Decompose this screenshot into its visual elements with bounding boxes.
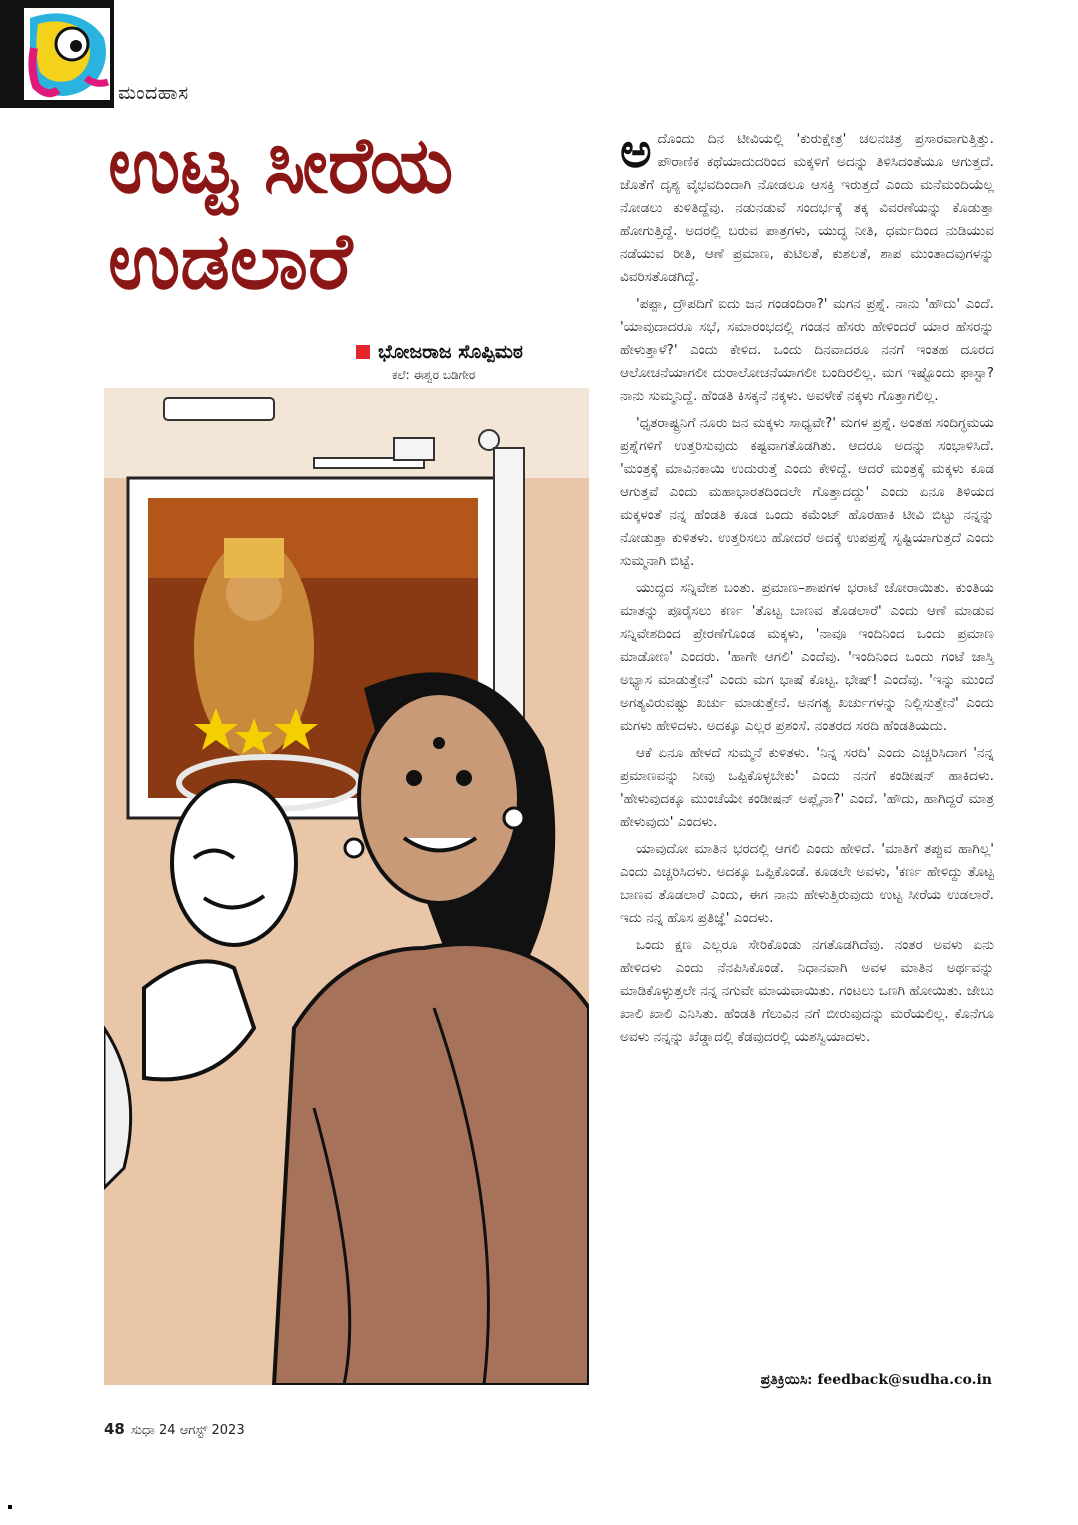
article-paragraph-2: 'ಪಪ್ಪಾ, ದ್ರೌಪದಿಗೆ ಐದು ಜನ ಗಂಡಂದಿರಾ?' ಮಗನ ಪ್ರಶ್ನೆ. ನಾನು 'ಹೌದು' ಎಂದೆ. 'ಯಾವುದಾದರೂ ಸಭೆ, ಸಮಾರಂಭದಲ್ಲಿ ಗಂಡನ ಹೆಸರು ಹೇಳಿಂದರೆ ಯಾರ ಹೆಸರನ್ನು ಹೇಳುತ್ತಾಳೆ?' ಎಂದು ಕೇಳಿದ. ಒಂದು ದಿನವಾದರೂ ನನಗೆ ಇಂತಹ ದೂರದ ಆಲೋಚನೆಯಾಗಲೀ ದುರಾಲೋಚನೆಯಾಗಲೀ ಬಂದಿರಲಿಲ್ಲ. ಮಗ ಇಷ್ಟೊಂದು ಫಾಸ್ಟಾ? ನಾನು ಸುಮ್ಮನಿದ್ದೆ. ಹೆಂಡತಿ ಕಿಸಕ್ಕನೆ ನಕ್ಕಳು. ಅವಳೇಕೆ ನಕ್ಕಳು ಗೊತ್ತಾಗಲಿಲ್ಲ. <box>620 296 994 404</box>
issue-label: ಸುಧಾ 24 ಆಗಸ್ಟ್ 2023 <box>130 1423 245 1438</box>
section-label: ಮಂದಹಾಸ <box>118 82 189 104</box>
article-paragraph-5: ಆಕೆ ಏನೂ ಹೇಳದೆ ಸುಮ್ಮನೆ ಕುಳಿತಳು. 'ನಿನ್ನ ಸರದಿ' ಎಂದು ಎಚ್ಚರಿಸಿದಾಗ 'ನನ್ನ ಪ್ರಮಾಣವನ್ನು ನೀವು ಒಪ್ಪಿಕೊಳ್ಳಬೇಕು' ಎಂದು ನನಗೆ ಕಂಡೀಷನ್ ಹಾಕಿದಳು. 'ಹೇಳುವುದಕ್ಕೂ ಮುಂಚೆಯೇ ಕಂಡೀಷನ್ ಅಪ್ಲೈನಾ?' ಎಂದೆ. 'ಹೌದು, ಹಾಗಿದ್ದರೆ ಮಾತ್ರ ಹೇಳುವುದು' ಎಂದಳು. <box>620 745 994 830</box>
illustration-credit: ಕಲೆ: ಈಶ್ವರ ಬಡಿಗೇರ <box>392 368 476 382</box>
section-logo <box>24 8 110 100</box>
woman-face <box>359 693 519 903</box>
byline-square-icon <box>356 345 370 359</box>
article-body <box>620 123 994 1053</box>
drop-cap: ಅ <box>620 123 652 179</box>
page-footer <box>104 1420 245 1438</box>
page-number: 48 <box>104 1420 125 1438</box>
headline-line-2: ಉಡಲಾರೆ <box>108 216 353 307</box>
article-paragraph-6: ಯಾವುದೋ ಮಾತಿನ ಭರದಲ್ಲಿ ಆಗಲಿ ಎಂದು ಹೇಳಿದೆ. 'ಮಾತಿಗೆ ತಪ್ಪುವ ಹಾಗಿಲ್ಲ' ಎಂದು ಎಚ್ಚರಿಸಿದಳು. ಅದಕ್ಕೂ ಒಪ್ಪಿಕೊಂಡೆ. ಕೂಡಲೇ ಅವಳು, 'ಕರ್ಣ ಹೇಳಿದ್ದು ತೊಟ್ಟ ಬಾಣವ ತೊಡಲಾರೆ ಎಂದು, ಈಗ ನಾನು ಹೇಳುತ್ತಿರುವುದು ಉಟ್ಟ ಸೀರೆಯ ಉಡಲಾರೆ. ಇದು ನನ್ನ ಹೊಸ ಪ್ರತಿಜ್ಞೆ' ಎಂದಳು. <box>620 841 994 926</box>
article-paragraph-1 <box>620 123 994 289</box>
headline-line-1: ಉಟ್ಟ ಸೀರೆಯ <box>108 120 454 211</box>
cartoon-illustration <box>104 388 589 1385</box>
crop-mark <box>8 1505 12 1509</box>
saree <box>274 944 589 1385</box>
byline <box>356 341 592 363</box>
article-paragraph-4: ಯುದ್ಧದ ಸನ್ನಿವೇಶ ಬಂತು. ಪ್ರಮಾಣ–ಶಾಪಗಳ ಭರಾಟೆ ಜೋರಾಯಿತು. ಕುಂತಿಯ ಮಾತನ್ನು ಪೂರೈಸಲು ಕರ್ಣ 'ತೊಟ್ಟ ಬಾಣವ ತೊಡಲಾರೆ' ಎಂದು ಆಣೆ ಮಾಡುವ ಸನ್ನಿವೇಶದಿಂದ ಪ್ರೇರಣೆಗೊಂಡ ಮಕ್ಕಳು, 'ನಾವೂ ಇಂದಿನಿಂದ ಒಂದು ಪ್ರಮಾಣ ಮಾಡೋಣ' ಎಂದರು. 'ಹಾಗೇ ಆಗಲಿ' ಎಂದೆವು. 'ಇಂದಿನಿಂದ ಒಂದು ಗಂಟೆ ಜಾಸ್ತಿ ಅಭ್ಯಾಸ ಮಾಡುತ್ತೇನೆ' ಎಂದು ಮಗ ಭಾಷೆ ಕೊಟ್ಟ. ಭೇಷ್! ಎಂದೆವು. 'ಇನ್ನು ಮುಂದೆ ಅಗತ್ಯವಿರುವಷ್ಟು ಖರ್ಚು ಮಾಡುತ್ತೇನೆ. ಅನಗತ್ಯ ಖರ್ಚುಗಳನ್ನು ನಿಲ್ಲಿಸುತ್ತೇನೆ' ಎಂದು ಮಗಳು ಹೇಳಿದಳು. ಅದಕ್ಕೂ ಎಲ್ಲರ ಪ್ರಶಂಸೆ. ನಂತರದ ಸರದಿ ಹೆಂಡತಿಯದು. <box>620 580 994 734</box>
shelf-icon <box>164 398 274 420</box>
speaker-icon <box>394 438 434 460</box>
man-head <box>172 781 296 945</box>
paragraph-text: ದೊಂದು ದಿನ ಟೀವಿಯಲ್ಲಿ 'ಕುರುಕ್ಷೇತ್ರ' ಚಲನಚಿತ್ರ ಪ್ರಸಾರವಾಗುತ್ತಿತ್ತು. ಪೌರಾಣಿಕ ಕಥೆಯಾದುದರಿಂದ ಮಕ್ಕಳಿಗೆ ಅದನ್ನು ತಿಳಿಸಿದಂತೆಯೂ ಆಗುತ್ತದೆ. ಜೊತೆಗೆ ದೃಶ್ಯ ವೈಭವದಿಂದಾಗಿ ನೋಡಲೂ ಆಸಕ್ತಿ ಇರುತ್ತದೆ ಎಂದು ಮನೆಮಂದಿಯೆಲ್ಲ ನೋಡಲು ಕುಳಿತಿದ್ದೆವು. ನಡುನಡುವೆ ಸಂದರ್ಭಕ್ಕೆ ತಕ್ಕ ವಿವರಣೆಯನ್ನು ಕೊಡುತ್ತಾ ಹೋಗುತ್ತಿದ್ದೆ. ಅದರಲ್ಲಿ ಬರುವ ಪಾತ್ರಗಳು, ಯುದ್ಧ ನೀತಿ, ಧರ್ಮದಿಂದ ನುಡಿಯುವ ನಡೆಯುವ ರೀತಿ, ಆಣೆ ಪ್ರಮಾಣ, ಕುಟಿಲತೆ, ಕುಶಲತೆ, ಶಾಪ ಮುಂತಾದವುಗಳನ್ನು ವಿವರಿಸತೊಡಗಿದ್ದೆ. <box>620 131 994 285</box>
article-paragraph-7: ಒಂದು ಕ್ಷಣ ಎಲ್ಲರೂ ಸೇರಿಕೊಂಡು ನಗತೊಡಗಿದೆವು. ನಂತರ ಅವಳು ಏನು ಹೇಳಿದಳು ಎಂದು ನೆನಪಿಸಿಕೊಂಡೆ. ನಿಧಾನವಾಗಿ ಅವಳ ಮಾತಿನ ಅರ್ಥವನ್ನು ಮಾಡಿಕೊಳ್ಳುತ್ತಲೇ ನನ್ನ ನಗುವೇ ಮಾಯವಾಯಿತು. ಗಂಟಲು ಒಣಗಿ ಹೋಯಿತು. ಜೇಬು ಖಾಲಿ ಖಾಲಿ ಎನಿಸಿತು. ಹೆಂಡತಿ ಗೆಲುವಿನ ನಗೆ ಬೀರುವುದನ್ನು ಮರೆಯಲಿಲ್ಲ. ಕೊನೆಗೂ ಅವಳು ನನ್ನನ್ನು ಖೆಡ್ಡಾದಲ್ಲಿ ಕೆಡವುದರಲ್ಲಿ ಯಶಸ್ವಿಯಾದಳು. <box>620 937 994 1045</box>
feedback-line: ಪ್ರತಿಕ್ರಿಯಿಸಿ: feedback@sudha.co.in <box>760 1372 992 1388</box>
article-paragraph-3: 'ಧೃತರಾಷ್ಟ್ರನಿಗೆ ನೂರು ಜನ ಮಕ್ಕಳು ಸಾಧ್ಯವೇ?' ಮಗಳ ಪ್ರಶ್ನೆ. ಅಂತಹ ಸಂದಿಗ್ಧಮಯ ಪ್ರಶ್ನೆಗಳಿಗೆ ಉತ್ತರಿಸುವುದು ಕಷ್ಟವಾಗತೊಡಗಿತು. ಆದರೂ ಅದನ್ನು ಸಂಭಾಳಿಸಿದೆ. 'ಮಂತ್ರಕ್ಕೆ ಮಾವಿನಕಾಯಿ ಉದುರುತ್ತೆ ಎಂದು ಕೇಳಿದ್ದೆ. ಆದರೆ ಮಂತ್ರಕ್ಕೆ ಮಕ್ಕಳು ಕೂಡ ಆಗುತ್ತವೆ ಎಂದು ಮಹಾಭಾರತದಿಂದಲೇ ಗೊತ್ತಾದದ್ದು' ಎಂದು ಏನೂ ತಿಳಿಯದ ಮಕ್ಕಳಂತೆ ನನ್ನ ಹೆಂಡತಿ ಕೂಡ ಒಂದು ಕಮೆಂಟ್ ಹೊರಹಾಕಿ ಟೀವಿ ಬಿಟ್ಟು ನನ್ನನ್ನು ನೋಡುತ್ತಾ ಕುಳಿತಳು. ಉತ್ತರಿಸಲು ಹೋದರೆ ಅದಕ್ಕೆ ಉಪಪ್ರಶ್ನೆ ಸೃಷ್ಟಿಯಾಗುತ್ತದೆ ಎಂದು ಸುಮ್ಮನಾಗಿ ಬಿಟ್ಟೆ. <box>620 415 994 569</box>
headline <box>108 118 608 310</box>
author-name: ಭೋಜರಾಜ ಸೊಪ್ಪಿಮಠ <box>378 341 523 363</box>
